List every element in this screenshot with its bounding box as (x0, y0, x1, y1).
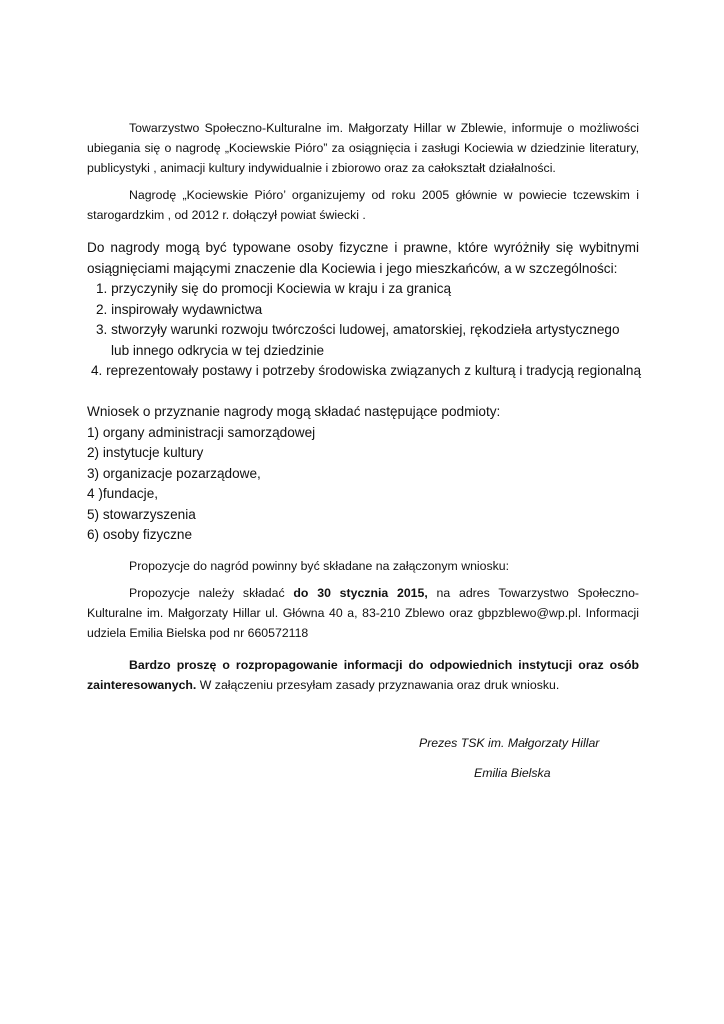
signature-title: Prezes TSK im. Małgorzaty Hillar (419, 736, 600, 750)
intro-paragraph: Towarzystwo Społeczno-Kulturalne im. Małgorzaty Hillar w Zblewie, informuje o możliwości ubiegania się o nagrodę „Kociewskie Pióro” za osiągnięcia i zasługi Kociewia w dziedzinie literatury, publicystyki , animacji kultury indywidualnie i zbiorowo oraz za całokształt działalności. (87, 121, 639, 175)
applicants-section (87, 402, 639, 546)
list-item: 5) stowarzyszenia (87, 506, 196, 522)
list-item: 1) organy administracji samorządowej (87, 424, 316, 440)
submission-deadline: do 30 stycznia 2015, (293, 586, 428, 600)
request-normal-text: W załączeniu przesyłam zasady przyznawania oraz druk wniosku. (196, 678, 560, 692)
form-note-section (87, 556, 639, 576)
intro-section (87, 118, 639, 178)
list-item: 1. przyczyniły się do promocji Kociewia w kraju i za granicą (96, 281, 452, 296)
history-section (87, 185, 639, 225)
submission-paragraph (87, 583, 639, 643)
request-bold-text: Bardzo proszę o rozpropagowanie informacji do odpowiednich instytucji oraz osób zainteresowanych. (87, 658, 639, 692)
signature-name: Emilia Bielska (474, 766, 551, 780)
history-paragraph: Nagrodę „Kociewskie Pióro’ organizujemy od roku 2005 głównie w powiecie tczewskim i starogardzkim , od 2012 r. dołączył powiat świecki . (87, 188, 639, 222)
request-section (87, 655, 639, 695)
submission-text-start: Propozycje należy składać (129, 586, 294, 600)
applicants-heading: Wniosek o przyznanie nagrody mogą składać następujące podmioty: (87, 404, 501, 419)
submission-text-end: na adres Towarzystwo Społeczno- Kulturalne im. Małgorzaty Hillar ul. Główna 40 a, 83-210 Zblewo oraz gbpzblewo@wp.pl. Informacji udziela Emilia Bielska pod nr 660572118 (87, 586, 640, 640)
list-item: 2. inspirowały wydawnictwa (96, 302, 263, 317)
list-item: 2) instytucje kultury (87, 445, 204, 460)
eligibility-section (87, 238, 639, 279)
request-paragraph (87, 655, 639, 695)
list-item: 3) organizacje pozarządowe, (87, 465, 261, 481)
submission-section (87, 583, 639, 643)
form-note-paragraph: Propozycje do nagród powinny być składane na załączonym wniosku: (129, 559, 510, 573)
list-item-continuation: lub innego odkrycia w tej dziedzinie (111, 343, 325, 358)
eligibility-paragraph: Do nagrody mogą być typowane osoby fizyczne i prawne, które wyróżniły się wybitnymi osiągnięciami mającymi znaczenie dla Kociewia i jego mieszkańców, a w szczególności: (87, 240, 639, 276)
list-item: 3. stworzyły warunki rozwoju twórczości ludowej, amatorskiej, rękodzieła artystycznego (96, 322, 620, 337)
list-item: 4 )fundacje, (87, 486, 159, 501)
list-item: 6) osoby fizyczne (87, 527, 193, 542)
list-item: 4. reprezentowały postawy i potrzeby środowiska związanych z kulturą i tradycją regionalną (91, 363, 642, 378)
